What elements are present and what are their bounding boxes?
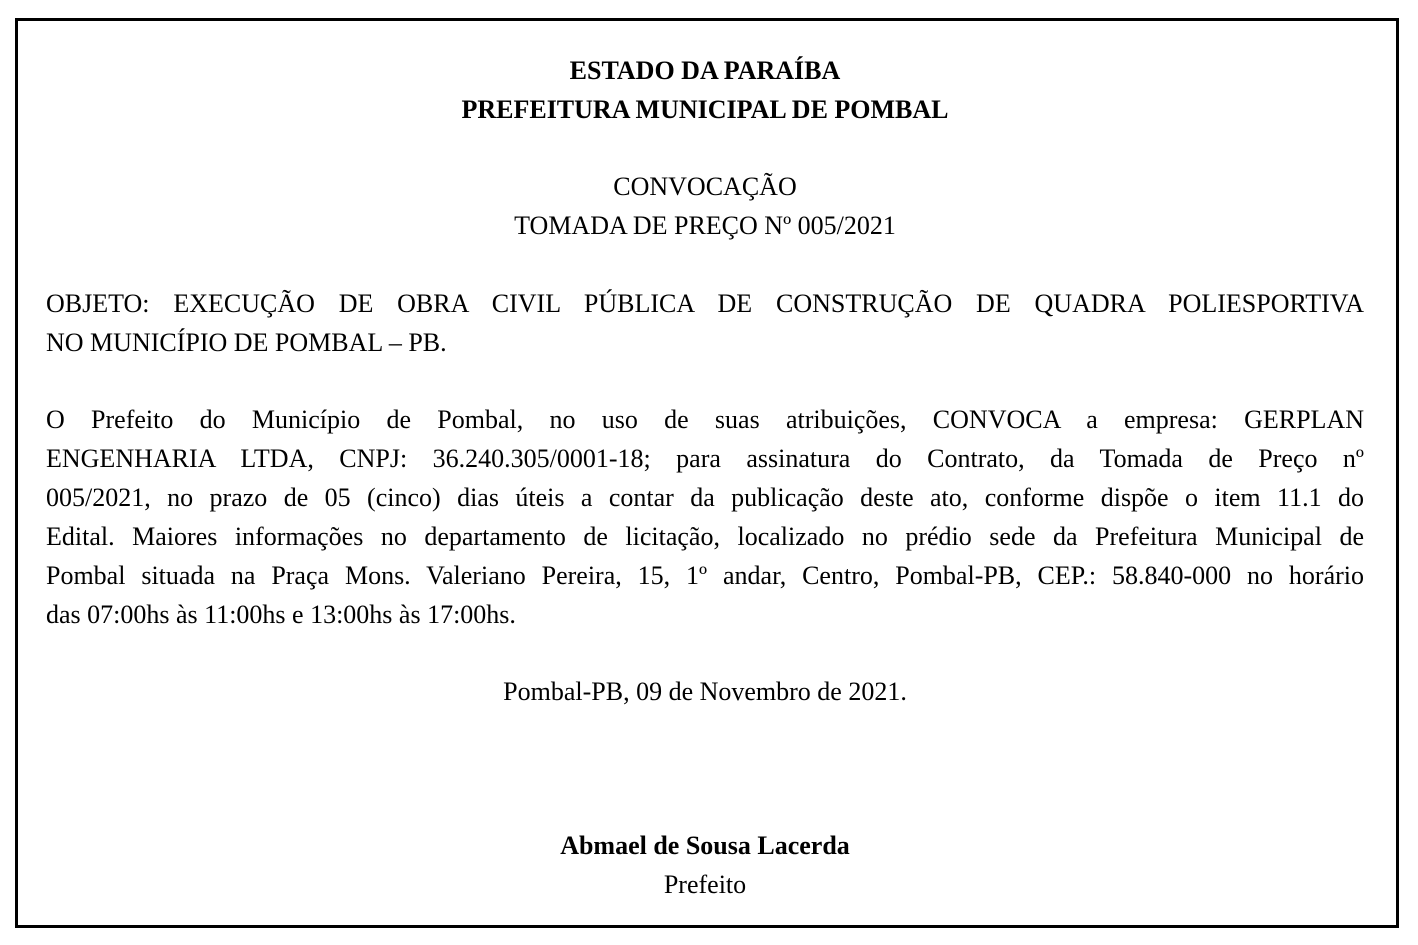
object-line-1: OBJETO: EXECUÇÃO DE OBRA CIVIL PÚBLICA DE CONSTRUÇÃO DE QUADRA POLIESPORTIVA	[46, 289, 1364, 318]
title-type: CONVOCAÇÃO	[613, 172, 797, 201]
date-line: Pombal-PB, 09 de Novembro de 2021.	[503, 677, 907, 706]
header-municipality: PREFEITURA MUNICIPAL DE POMBAL	[461, 95, 949, 124]
body-line-4: Edital. Maiores informações no departamento de licitação, localizado no prédio sede da Prefeitura Municipal de	[46, 522, 1364, 551]
body-line-3: 005/2021, no prazo de 05 (cinco) dias úteis a contar da publicação deste ato, conforme dispõe o item 11.1 do	[46, 483, 1364, 512]
body-line-1: O Prefeito do Município de Pombal, no uso de suas atribuições, CONVOCA a empresa: GERPLAN	[46, 405, 1364, 434]
body-line-2: ENGENHARIA LTDA, CNPJ: 36.240.305/0001-18; para assinatura do Contrato, da Tomada de Preço nº	[46, 444, 1364, 473]
body-line-6: das 07:00hs às 11:00hs e 13:00hs às 17:00hs.	[46, 600, 516, 629]
title-reference: TOMADA DE PREÇO Nº 005/2021	[514, 211, 896, 240]
signature-role: Prefeito	[663, 870, 747, 899]
header-state: ESTADO DA PARAÍBA	[569, 56, 841, 85]
body-line-5: Pombal situada na Praça Mons. Valeriano Pereira, 15, 1º andar, Centro, Pombal-PB, CEP.: 58.840-000 no horário	[46, 561, 1364, 590]
signature-name: Abmael de Sousa Lacerda	[560, 831, 850, 860]
object-line-2: NO MUNICÍPIO DE POMBAL – PB.	[46, 328, 447, 357]
